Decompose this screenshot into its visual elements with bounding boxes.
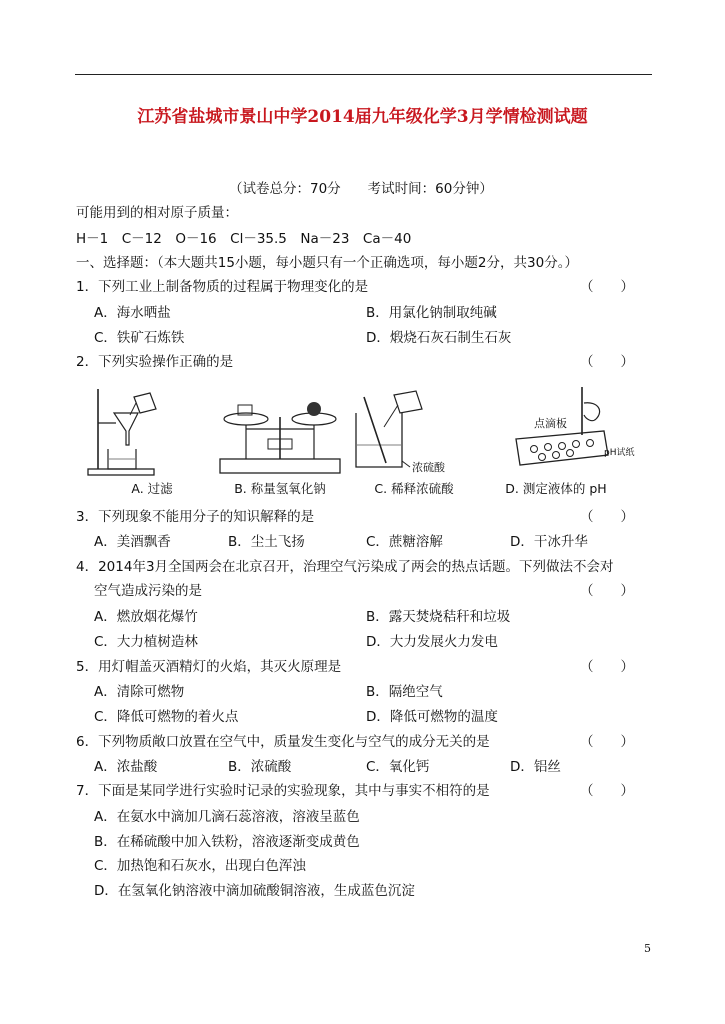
q7-answer-paren: （ ） <box>580 783 634 799</box>
page-number: 5 <box>644 942 651 955</box>
q6-stem: 6．下列物质敞口放置在空气中，质量发生变化与空气的成分无关的是 <box>76 734 490 750</box>
section-heading: 一、选择题：（本大题共15小题，每小题只有一个正确选项，每小题2分，共30分。） <box>76 255 578 271</box>
figure-ph-test <box>486 383 635 501</box>
q5-stem: 5．用灯帽盖灭酒精灯的火焰，其灭火原理是 <box>76 659 342 675</box>
q3-option-a: A．美酒飘香 <box>94 534 171 550</box>
q5-option-b: B．隔绝空气 <box>366 684 443 700</box>
q7-option-a: A．在氨水中滴加几滴石蕊溶液，溶液呈蓝色 <box>94 809 360 825</box>
q6-option-c: C．氧化钙 <box>366 759 430 775</box>
q1-answer-paren: （ ） <box>580 279 634 295</box>
figure-weighing <box>210 383 350 501</box>
label-ph-paper: pH试纸 <box>604 448 635 458</box>
q4-option-a: A．燃放烟花爆竹 <box>94 609 198 625</box>
q3-answer-paren: （ ） <box>580 509 634 525</box>
q7-stem: 7．下面是某同学进行实验时记录的实验现象，其中与事实不相符的是 <box>76 783 490 799</box>
filtration-icon <box>82 383 222 479</box>
q1-option-d: D．煅烧石灰石制生石灰 <box>366 330 512 346</box>
q2-stem: 2．下列实验操作正确的是 <box>76 354 234 370</box>
q4-stem: 4．2014年3月全国两会在北京召开，治理空气污染成了两会的热点话题。下列做法不会对 <box>76 559 614 575</box>
q6-answer-paren: （ ） <box>580 734 634 750</box>
figure-a-caption: A. 过滤 <box>131 481 173 496</box>
q3-stem: 3．下列现象不能用分子的知识解释的是 <box>76 509 315 525</box>
header-rule <box>75 74 652 75</box>
q5-option-d: D．降低可燃物的温度 <box>366 709 498 725</box>
q4-answer-paren: （ ） <box>580 583 634 599</box>
q1-stem: 1．下列工业上制备物质的过程属于物理变化的是 <box>76 279 369 295</box>
atomic-mass-values: H－1 C－12 O－16 Cl－35.5 Na－23 Ca－40 <box>76 231 412 247</box>
spot-plate-icon <box>486 383 626 479</box>
q4-stem-continued: 空气造成污染的是 <box>94 583 202 599</box>
q4-option-d: D．大力发展火力发电 <box>366 634 498 650</box>
q6-option-b: B．浓硫酸 <box>228 759 292 775</box>
figure-d-caption: D. 测定液体的 pH <box>505 481 607 496</box>
q4-option-c: C．大力植树造林 <box>94 634 198 650</box>
q5-option-c: C．降低可燃物的着火点 <box>94 709 239 725</box>
figure-dilution <box>344 383 484 501</box>
atomic-mass-label: 可能用到的相对原子质量： <box>76 205 238 221</box>
q1-option-c: C．铁矿石炼铁 <box>94 330 185 346</box>
q6-option-a: A．浓盐酸 <box>94 759 158 775</box>
figure-filtration <box>82 383 222 501</box>
q5-option-a: A．清除可燃物 <box>94 684 185 700</box>
q7-option-b: B．在稀硫酸中加入铁粉，溶液逐渐变成黄色 <box>94 834 360 850</box>
document-title: 江苏省盐城市景山中学2014届九年级化学3月学情检测试题 <box>137 107 588 127</box>
q7-option-d: D．在氢氧化钠溶液中滴加硫酸铜溶液，生成蓝色沉淀 <box>94 883 415 899</box>
label-concentrated-acid: 浓硫酸 <box>412 461 445 474</box>
q5-answer-paren: （ ） <box>580 659 634 675</box>
q6-option-d: D．铝丝 <box>510 759 561 775</box>
q4-option-b: B．露天焚烧秸秆和垃圾 <box>366 609 511 625</box>
balance-icon <box>210 383 350 479</box>
q1-option-b: B．用氯化钠制取纯碱 <box>366 305 497 321</box>
figure-b-caption: B. 称量氢氧化钠 <box>234 481 326 496</box>
figure-c-caption: C. 稀释浓硫酸 <box>374 481 454 496</box>
q2-answer-paren: （ ） <box>580 354 634 370</box>
label-spot-plate: 点滴板 <box>534 417 567 430</box>
q3-option-c: C．蔗糖溶解 <box>366 534 443 550</box>
q1-option-a: A．海水晒盐 <box>94 305 171 321</box>
q3-option-d: D．干冰升华 <box>510 534 588 550</box>
q3-option-b: B．尘土飞扬 <box>228 534 305 550</box>
q2-figures <box>82 383 657 501</box>
exam-info: （试卷总分：70分 考试时间：60分钟） <box>229 181 493 197</box>
q7-option-c: C．加热饱和石灰水，出现白色浑浊 <box>94 858 306 874</box>
